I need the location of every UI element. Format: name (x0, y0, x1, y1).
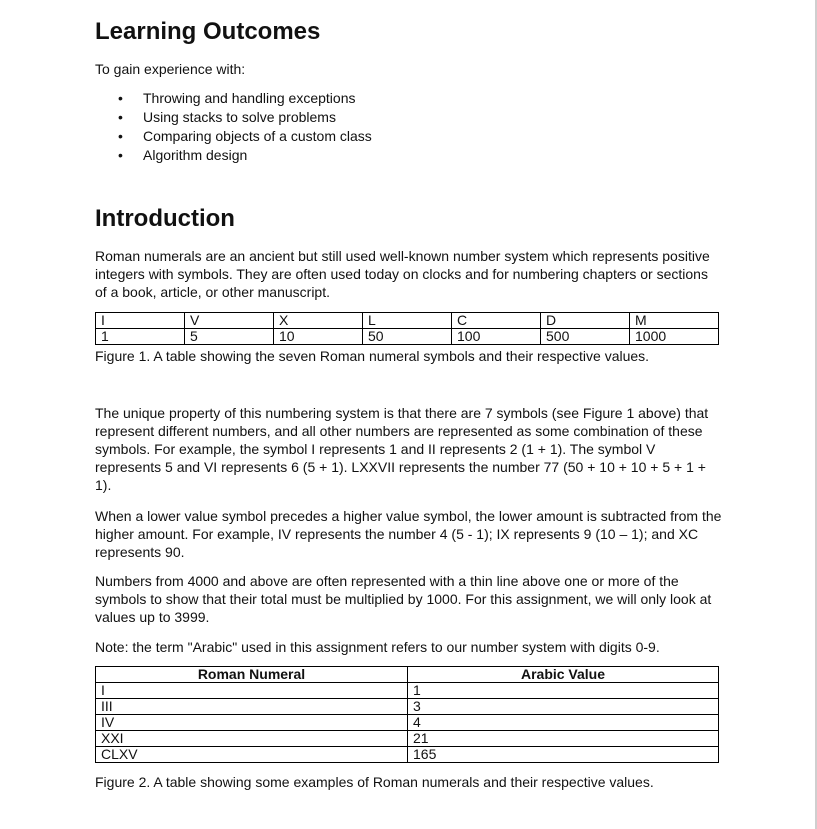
value-cell: 50 (363, 329, 452, 345)
table-row (96, 747, 719, 763)
arabic-cell: 165 (408, 747, 719, 763)
roman-cell: I (96, 683, 408, 699)
symbol-cell: M (630, 313, 719, 329)
arabic-cell: 3 (408, 699, 719, 715)
symbol-cell: X (274, 313, 363, 329)
intro-paragraph-2: The unique property of this numbering system is that there are 7 symbols (see Figure 1 above) that represent different numbers, and all other numbers are represented as some combination of these symbols. For example, the symbol I represents 1 and II represents 2 (1 + 1). The symbol V represents 5 and VI represents 6 (5 + 1). LXXVII represents the number 77 (50 + 10 + 10 + 5 + 1 + 1). (95, 405, 709, 493)
table-row-symbols (96, 313, 719, 329)
table-header-row (96, 667, 719, 683)
table-row (96, 699, 719, 715)
column-header-arabic: Arabic Value (408, 667, 719, 683)
value-cell: 100 (452, 329, 541, 345)
table-row (96, 731, 719, 747)
symbol-cell: V (185, 313, 274, 329)
column-header-roman: Roman Numeral (96, 667, 408, 683)
arabic-cell: 21 (408, 731, 719, 747)
symbol-cell: L (363, 313, 452, 329)
figure-2-caption: Figure 2. A table showing some examples of Roman numerals and their respective values. (95, 774, 654, 790)
symbol-cell: D (541, 313, 630, 329)
value-cell: 1 (96, 329, 185, 345)
learning-intro: To gain experience with: (95, 61, 246, 77)
roman-symbols-table (95, 312, 719, 345)
value-cell: 5 (185, 329, 274, 345)
value-cell: 10 (274, 329, 363, 345)
roman-cell: IV (96, 715, 408, 731)
value-cell: 1000 (630, 329, 719, 345)
table-row-values (96, 329, 719, 345)
figure-1-caption: Figure 1. A table showing the seven Roman numeral symbols and their respective values. (95, 348, 650, 364)
list-item: • Comparing objects of a custom class (143, 127, 743, 146)
table-row (96, 683, 719, 699)
roman-cell: CLXV (96, 747, 408, 763)
intro-paragraph-4: Numbers from 4000 and above are often represented with a thin line above one or more of the symbols to show that their total must be multiplied by 1000. For this assignment, we will only look at values up to 3999. (95, 573, 712, 625)
list-item: • Throwing and handling exceptions (143, 89, 743, 108)
intro-paragraph-1: Roman numerals are an ancient but still used well-known number system which represents positive integers with symbols. They are often used today on clocks and for numbering chapters or sections of a book, article, or other manuscript. (95, 248, 710, 300)
roman-cell: III (96, 699, 408, 715)
introduction-heading: Introduction (95, 205, 235, 232)
symbol-cell: I (96, 313, 185, 329)
roman-cell: XXI (96, 731, 408, 747)
roman-examples-table (95, 666, 719, 763)
table-row (96, 715, 719, 731)
value-cell: 500 (541, 329, 630, 345)
intro-paragraph-5: Note: the term "Arabic" used in this assignment refers to our number system with digits 0-9. (95, 639, 660, 655)
symbol-cell: C (452, 313, 541, 329)
arabic-cell: 4 (408, 715, 719, 731)
intro-paragraph-3: When a lower value symbol precedes a higher value symbol, the lower amount is subtracted from the higher amount. For example, IV represents the number 4 (5 - 1); IX represents 9 (10 – 1); and XC represents 90. (95, 508, 722, 560)
list-item: • Algorithm design (143, 146, 743, 165)
list-item: • Using stacks to solve problems (143, 108, 743, 127)
learning-outcomes-heading: Learning Outcomes (95, 18, 321, 45)
learning-outcomes-list (95, 89, 743, 165)
arabic-cell: 1 (408, 683, 719, 699)
